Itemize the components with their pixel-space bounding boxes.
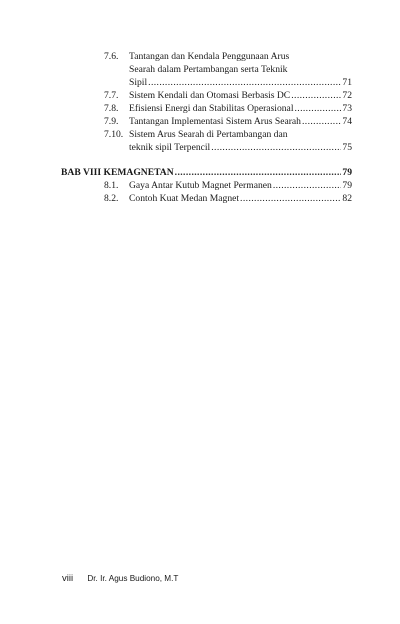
toc-chapter-8[interactable]: [61, 167, 352, 180]
section-title: Sistem Kendali dan Otomasi Berbasis DC: [129, 90, 291, 101]
toc-entry-title-line-1: Sistem Arus Searah di Pertambangan dan: [129, 129, 288, 140]
footer-page-number: viii: [62, 573, 74, 584]
section-title: Efisiensi Energi dan Stabilitas Operasional: [129, 103, 294, 114]
toc-entry-title-line-2: Searah dalam Pertambangan serta Teknik: [129, 63, 288, 75]
dot-leader: [291, 90, 341, 103]
section-number: 8.2.: [104, 193, 119, 204]
page-number: 75: [342, 141, 352, 153]
dot-leader: [240, 193, 341, 206]
toc-entry-title-line-3: Sipil ..... 71: [129, 77, 352, 90]
page-number: 82: [342, 193, 352, 204]
section-number: 7.6.: [104, 51, 119, 62]
dot-leader: [294, 103, 341, 116]
dot-leader: [148, 77, 341, 90]
section-number: 8.1.: [104, 180, 119, 191]
section-title: Tantangan Implementasi Sistem Arus Searah: [129, 116, 301, 127]
dot-leader: [273, 180, 342, 193]
chapter-title: BAB VIII KEMAGNETAN: [61, 167, 174, 178]
dot-leader: [302, 116, 341, 129]
toc-entry-title-line-2: teknik sipil Terpencil ..... 75: [129, 142, 352, 155]
section-number: 7.10.: [104, 129, 124, 140]
toc-entry-7-10[interactable]: [104, 129, 352, 155]
toc-entry-title-line-1: Tantangan dan Kendala Penggunaan Arus: [129, 51, 290, 62]
page-number: 79: [342, 180, 352, 191]
page-footer: [62, 573, 178, 584]
section-number: 7.9.: [104, 116, 119, 127]
page-number: 79: [342, 167, 352, 178]
dot-leader: [175, 167, 342, 180]
page-number: 73: [342, 103, 352, 114]
dot-leader: [211, 142, 341, 155]
section-title: Gaya Antar Kutub Magnet Permanen: [129, 180, 272, 191]
section-number: 7.7.: [104, 90, 119, 101]
section-number: 7.8.: [104, 103, 119, 114]
section-title: Contoh Kuat Medan Magnet: [129, 193, 240, 204]
page-number: 71: [342, 76, 352, 88]
footer-author: Dr. Ir. Agus Budiono, M.T: [87, 574, 179, 583]
toc-entry-7-6[interactable]: [104, 51, 352, 91]
page-number: 74: [342, 116, 352, 127]
page-number: 72: [342, 90, 352, 101]
